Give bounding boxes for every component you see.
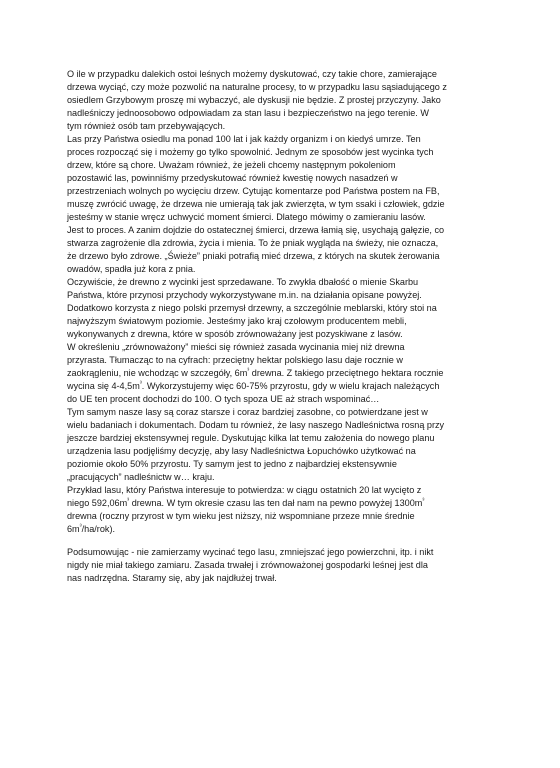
text-line: Jest to proces. A zanim dojdzie do ostatecznej śmierci, drzewa łamią się, usychają gałęzie, co — [67, 225, 445, 235]
text-line: przestrzeniach wolnych po wycięciu drzew. Cytując komentarze pod Państwa postem na FB, — [67, 186, 440, 196]
text-line: owadów, spadła już kora z pnia. — [67, 264, 196, 274]
text-line: wykonywanych z drewna, które w sposób zrównoważany jest pozyskiwane z lasów. — [67, 329, 403, 339]
paragraph-spacer — [67, 536, 507, 546]
paragraph — [67, 133, 507, 276]
text-line: O ile w przypadku dalekich ostoi leśnych możemy dyskutować, czy takie chore, zamierające — [67, 69, 437, 79]
text-line: najwyższym światowym poziomie. Jesteśmy jako kraj czołowym producentem mebli, — [67, 316, 407, 326]
text-line: Podsumowując - nie zamierzamy wycinać tego lasu, zmniejszać jego powierzchni, itp. i nikt — [67, 547, 434, 557]
text-line: drzewa wyciąć, czy może pozwolić na naturalne procesy, to w przypadku lasu sąsiadującego z — [67, 82, 447, 92]
text-line: nadleśniczy jednoosobowo odpowiadam za stan lasu i bezpieczeństwo na jego terenie. W — [67, 108, 429, 118]
text-line: że drzewo było zdrowe. „Świeże” pniaki potrafią mieć drzewa, z których na skutek żerowania — [67, 251, 440, 261]
text-line: proces rozpocząć się i możemy go tylko spowolnić. Jednym ze sposobów jest wycinka tych — [67, 147, 434, 157]
text-line: Las przy Państwa osiedlu ma ponad 100 lat i jak każdy organizm i on kiedyś umrze. Ten — [67, 134, 421, 144]
text-line: $6m^{^3}/ha/rok$). — [67, 524, 115, 534]
text-line: Tym samym nasze lasy są coraz starsze i coraz bardziej zasobne, co potwierdzane jest w — [67, 407, 428, 417]
paragraph — [67, 276, 507, 341]
document-body — [67, 68, 507, 585]
text-line: drewna (roczny przyrost w tym wieku jest niższy, niż wspomniane przeze mnie średnie — [67, 511, 415, 521]
text-line: jeszcze bardziej ekstensywnej regule. Dyskutując kilka lat temu założenia do nowego planu — [67, 433, 435, 443]
text-line: nas nadrzędna. Staramy się, aby jak najdłużej trwał. — [67, 573, 277, 583]
text-line: pozostawić las, powinniśmy przedyskutować również kwestię nowych nasadzeń w — [67, 173, 398, 183]
text-line: stwarza zagrożenie dla zdrowia, życia i mienia. To że pniak wygląda na świeży, nie oznacza, — [67, 238, 439, 248]
paragraph — [67, 546, 507, 585]
text-line: drzew, które są chore. Uważam również, że jeżeli chcemy następnym pokoleniom — [67, 160, 396, 170]
text-line: osiedlem Grzybowym proszę mi wybaczyć, ale dyskusji nie będzie. Z prostej przyczyny. Jako — [67, 95, 441, 105]
text-line: poziomie około 50% przyrostu. Ty samym jest to jedno z najbardziej ekstensywnie — [67, 459, 397, 469]
text-line: muszę zwrócić uwagę, że drzewa nie umierają tak jak zwierzęta, w tym ssaki i człowiek, gdzie — [67, 199, 445, 209]
text-line: do UE ten procent dochodzi do 100. O tych spoza UE aż strach wspominać… — [67, 394, 380, 404]
text-line: W określeniu „zrównoważony” mieści się również zasada wycinania miej niż drewna — [67, 342, 405, 352]
text-line: wycina się $4-4,5m^{^3}$. Wykorzystujemy więc 60-75% przyrostu, gdy w wielu krajach należących — [67, 381, 440, 391]
paragraph — [67, 68, 507, 133]
text-line: niego $592,06m^{^3}$ drewna. W tym okresie czasu las ten dał nam na pewno powyżej $1300m^{^3}$ — [67, 498, 425, 508]
text-line: zaokrągleniu, nie wchodząc w szczegóły, $6m^{^3}$ drewna. Z takiego przeciętnego hektara rocznie — [67, 368, 444, 378]
text-line: nigdy nie miał takiego zamiaru. Zasada trwałej i zrównoważonej gospodarki leśnej jest dla — [67, 560, 428, 570]
text-line: „pracujących” nadleśnictw w… kraju. — [67, 472, 215, 482]
text-line: Oczywiście, że drewno z wycinki jest sprzedawane. To zwykła dbałość o mienie Skarbu — [67, 277, 419, 287]
paragraph — [67, 406, 507, 484]
text-line: Przykład lasu, który Państwa interesuje to potwierdza: w ciągu ostatnich 20 lat wycięto z — [67, 485, 422, 495]
text-line: tym również osób tam przebywających. — [67, 121, 226, 131]
text-line: Państwa, które przynosi przychody wykorzystywane m.in. na działania opisane powyżej. — [67, 290, 422, 300]
paragraph — [67, 341, 507, 406]
text-line: urządzenia lasu podjęliśmy decyzję, aby lasy Nadleśnictwa Łopuchówko użytkować na — [67, 446, 416, 456]
text-line: Dodatkowo korzysta z niego polski przemysł drzewny, a szczególnie meblarski, który stoi na — [67, 303, 437, 313]
text-line: przyrasta. Tłumacząc to na cyfrach: przeciętny hektar polskiego lasu daje rocznie w — [67, 355, 403, 365]
text-line: jesteśmy w stanie wręcz uchwycić moment śmierci. Dlatego mówimy o zamieraniu lasów. — [67, 212, 426, 222]
text-line: wielu badaniach i dokumentach. Dodam tu również, że lasy naszego Nadleśnictwa rosną przy — [67, 420, 445, 430]
paragraph — [67, 484, 507, 536]
